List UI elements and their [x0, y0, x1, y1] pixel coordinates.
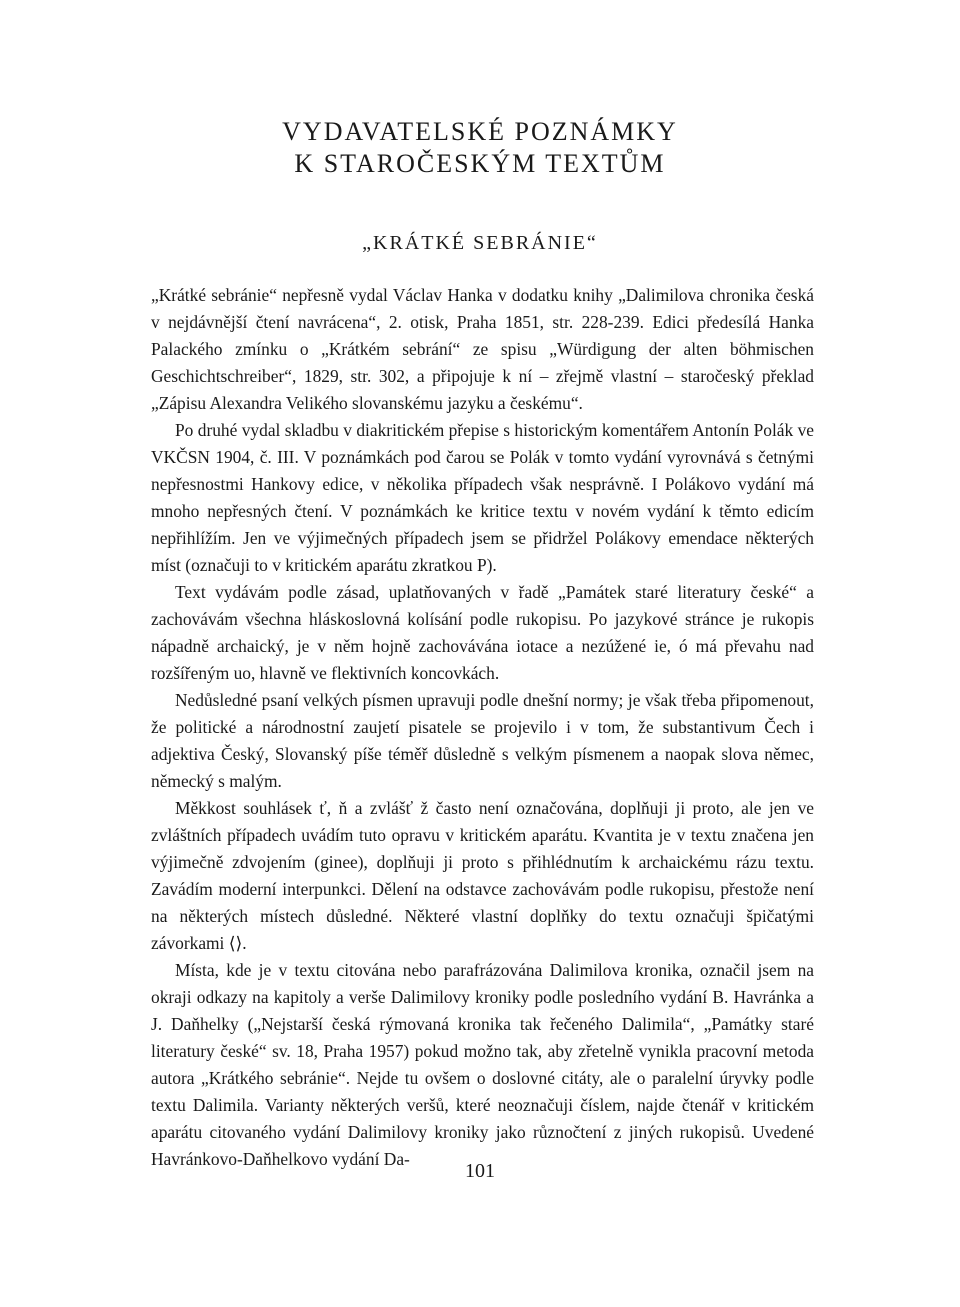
paragraph-1: „Krátké sebránie“ nepřesně vydal Václav Hanka v dodatku knihy „Dalimilova chronika česká v nejdávnější čtení navrácena“, 2. otisk, Praha 1851, str. 228-239. Edici předesílá Hanka Palackého zmínku o „Krátkém sebrání“ ze spisu „Würdigung der alten böhmischen Geschichtschreiber“, 1829, str. 302, a připojuje k ní – zřejmě vlastní – staročeský překlad „Zápisu Alexandra Velikého slovanskému jazyku a českému“. — [151, 285, 814, 413]
paragraph-6: Místa, kde je v textu citována nebo parafrázována Dalimilova kronika, označil jsem na okraji odkazy na kapitoly a verše Dalimilovy kroniky podle posledního vydání B. Havránka a J. Daňhelky („Nejstarší česká rýmovaná kronika tak řečeného Dalimila“, „Památky staré literatury české“ sv. 18, Praha 1957) pokud možno tak, aby zřetelně vynikla pracovní metoda autora „Krátkého sebránie“. Nejde tu ovšem o doslovné citáty, ale o paralelní úryvky podle textu Dalimila. Varianty některých veršů, které neoznačuji číslem, najde čtenář v kritickém aparátu citovaného vydání Dalimilovy kroniky jako různočtení z jiných rukopisů. Uvedené Havránkovo-Daňhelkovo vydání Da- — [151, 960, 814, 1169]
body-text — [151, 282, 814, 1173]
title-line-1: VYDAVATELSKÉ POZNÁMKY — [282, 117, 678, 146]
paragraph-2: Po druhé vydal skladbu v diakritickém přepise s historickým komentářem Antonín Polák ve VKČSN 1904, č. III. V poznámkách pod čarou se Polák v tomto vydání vyrovnává s četnými nepřesnostmi Hankovy edice, v několika případech však nesprávně. I Polákovo vydání má mnoho nepřesných čtení. V poznámkách ke kritice textu v novém vydání k těmto edicím nepřihlížím. Jen ve výjimečných případech jsem se přidržel Polákovy emendace některých míst (označuji to v kritickém aparátu zkratkou P). — [151, 420, 814, 575]
paragraph-3: Text vydávám podle zásad, uplatňovaných v řadě „Památek staré literatury české“ a zachovávám všechna hláskoslovná kolísání podle rukopisu. Po jazykové stránce je rukopis nápadně archaický, je v něm hojně zachovávána iotace a nezúžené ie, ó má převahu nad rozšířeným uo, hlavně ve flektivních koncovkách. — [151, 582, 814, 683]
section-heading: „KRÁTKÉ SEBRÁNIE“ — [362, 232, 598, 254]
page-title — [0, 116, 960, 180]
page-number: 101 — [465, 1160, 495, 1182]
paragraph-5: Měkkost souhlásek ť, ň a zvlášť ž často není označována, doplňuji ji proto, ale jen ve zvláštních případech uvádím tuto opravu v kritickém aparátu. Kvantita je v textu značena jen výjimečně zdvojením (ginee), doplňuji ji proto s přihlédnutím k archaickému rázu textu. Zavádím moderní interpunkci. Dělení na odstavce zachovávám podle rukopisu, přestože není na některých místech důsledné. Některé vlastní doplňky do textu označuji špičatými závorkami ⟨⟩. — [151, 798, 814, 953]
title-line-2: K STAROČESKÝM TEXTŮM — [294, 149, 666, 178]
paragraph-4: Nedůsledné psaní velkých písmen upravuji podle dnešní normy; je však třeba připomenout, že politické a národnostní zaujetí pisatele se projevilo i v tom, že substantivum Čech i adjektiva Český, Slovanský píše téměř důsledně s velkým písmenem a naopak slova němec, německý s malým. — [151, 690, 814, 791]
